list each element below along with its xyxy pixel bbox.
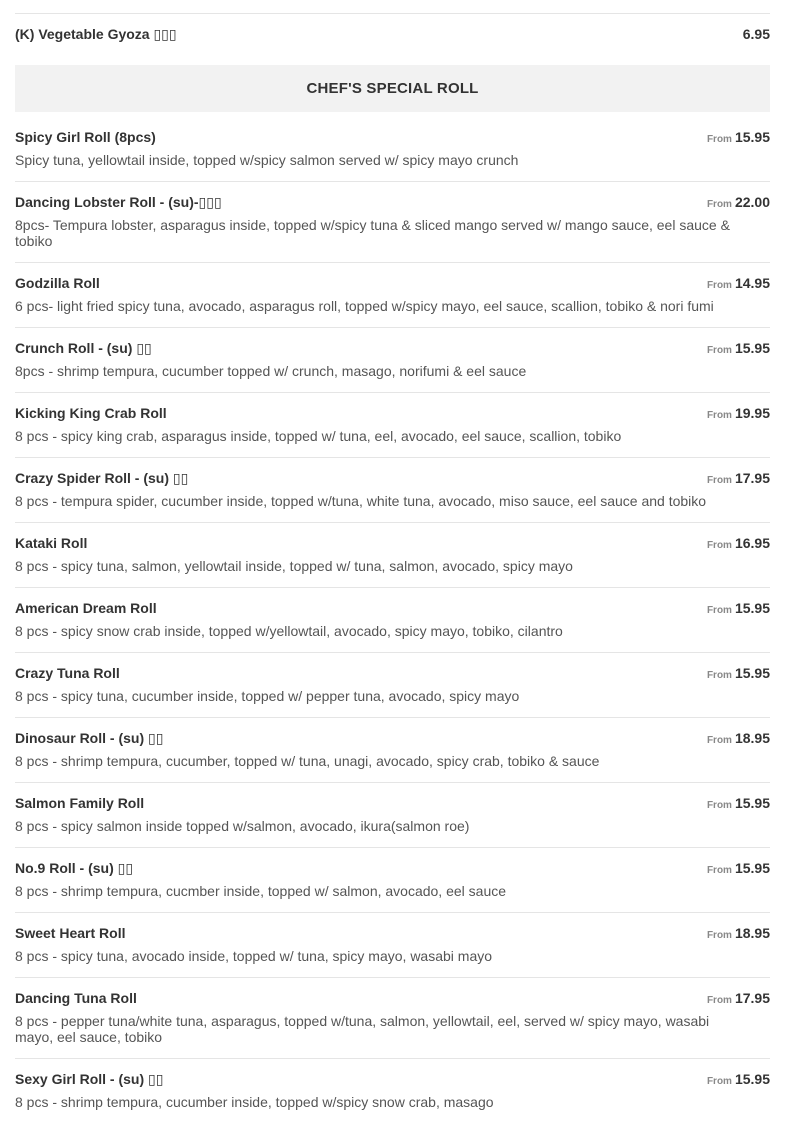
price-prefix: From xyxy=(706,995,732,1006)
item-price: 16.95 xyxy=(734,535,770,551)
item-description: 8pcs - shrimp tempura, cucumber topped w/ crunch, masago, norifumi & eel sauce xyxy=(15,363,527,379)
menu-item[interactable] xyxy=(15,275,770,328)
item-price: 17.95 xyxy=(734,470,770,486)
price-prefix: From xyxy=(706,199,732,210)
item-description: 8 pcs - spicy salmon inside topped w/salmon, avocado, ikura(salmon roe) xyxy=(15,818,470,834)
price-box xyxy=(707,600,770,619)
item-header-row xyxy=(15,990,770,1006)
item-price: 6.95 xyxy=(742,26,770,42)
section-title: CHEF'S SPECIAL ROLL xyxy=(306,80,479,97)
menu-item[interactable] xyxy=(15,730,770,783)
item-description: 8 pcs - shrimp tempura, cucmber inside, topped w/ salmon, avocado, eel sauce xyxy=(15,883,507,899)
price-box xyxy=(707,860,770,879)
item-header-row xyxy=(15,665,770,681)
item-price: 15.95 xyxy=(734,600,770,616)
item-price: 15.95 xyxy=(734,1071,770,1087)
item-name: Kataki Roll xyxy=(15,535,88,551)
price-prefix: From xyxy=(706,475,732,486)
item-name: Sexy Girl Roll - (su) ▯▯ xyxy=(15,1071,164,1087)
price-box xyxy=(707,405,770,424)
price-box xyxy=(707,129,770,148)
item-price: 19.95 xyxy=(734,405,770,421)
item-name: Crazy Spider Roll - (su) ▯▯ xyxy=(15,470,189,486)
item-description: 8 pcs - shrimp tempura, cucumber inside, topped w/spicy snow crab, masago xyxy=(15,1094,494,1110)
item-header-row xyxy=(15,925,770,941)
item-description: Spicy tuna, yellowtail inside, topped w/spicy salmon served w/ spicy mayo crunch xyxy=(15,152,519,168)
item-price: 15.95 xyxy=(734,340,770,356)
item-header-row xyxy=(15,535,770,551)
item-header-row xyxy=(15,795,770,811)
item-name: Spicy Girl Roll (8pcs) xyxy=(15,129,156,145)
item-price: 14.95 xyxy=(734,275,770,291)
menu-item[interactable] xyxy=(15,1071,770,1123)
item-description: 8 pcs - spicy tuna, avocado inside, topped w/ tuna, spicy mayo, wasabi mayo xyxy=(15,948,493,964)
item-header-row xyxy=(15,470,770,486)
price-box xyxy=(707,470,770,489)
item-header-row xyxy=(15,860,770,876)
item-header-row xyxy=(15,275,770,291)
menu-item[interactable] xyxy=(15,340,770,393)
item-header-row xyxy=(15,730,770,746)
item-name: Dancing Tuna Roll xyxy=(15,990,137,1006)
price-prefix: From xyxy=(706,670,732,681)
price-prefix: From xyxy=(706,1076,732,1087)
item-name: Crazy Tuna Roll xyxy=(15,665,120,681)
price-box xyxy=(707,1071,770,1090)
item-name: Kicking King Crab Roll xyxy=(15,405,167,421)
menu-item-vegetable-gyoza[interactable] xyxy=(15,26,770,44)
item-description: 8 pcs - shrimp tempura, cucumber, topped w/ tuna, unagi, avocado, spicy crab, tobiko & sauce xyxy=(15,753,600,769)
item-price: 18.95 xyxy=(734,730,770,746)
price-prefix: From xyxy=(706,345,732,356)
item-header-row xyxy=(15,129,770,145)
item-price: 15.95 xyxy=(734,860,770,876)
price-prefix: From xyxy=(706,930,732,941)
item-description: 8 pcs - tempura spider, cucumber inside, topped w/tuna, white tuna, avocado, miso sauce, eel sauce and tobiko xyxy=(15,493,707,509)
price-prefix: From xyxy=(706,800,732,811)
price-box xyxy=(707,340,770,359)
item-name: Dancing Lobster Roll - (su)-▯▯▯ xyxy=(15,194,222,210)
menu-item[interactable] xyxy=(15,925,770,978)
section-header xyxy=(15,65,770,112)
item-name: Crunch Roll - (su) ▯▯ xyxy=(15,340,152,356)
price-box xyxy=(707,925,770,944)
item-description: 6 pcs- light fried spicy tuna, avocado, asparagus roll, topped w/spicy mayo, eel sauce, scallion, tobiko & nori fumi xyxy=(15,298,714,314)
price-prefix: From xyxy=(706,865,732,876)
divider xyxy=(15,13,770,14)
item-description: 8 pcs - spicy snow crab inside, topped w/yellowtail, avocado, spicy mayo, tobiko, cilantro xyxy=(15,623,563,639)
menu-item[interactable] xyxy=(15,129,770,182)
price-box xyxy=(707,665,770,684)
price-prefix: From xyxy=(706,280,732,291)
price-box xyxy=(707,990,770,1009)
item-name: No.9 Roll - (su) ▯▯ xyxy=(15,860,134,876)
item-description: 8 pcs - pepper tuna/white tuna, asparagus, topped w/tuna, salmon, yellowtail, eel, served w/ spicy mayo, wasabi mayo, eel sauce, tobiko xyxy=(15,1013,710,1045)
menu-item[interactable] xyxy=(15,535,770,588)
item-description: 8pcs- Tempura lobster, asparagus inside, topped w/spicy tuna & sliced mango served w/ mango sauce, eel sauce & tobiko xyxy=(15,217,730,249)
item-price: 15.95 xyxy=(734,665,770,681)
item-name: Salmon Family Roll xyxy=(15,795,145,811)
price-prefix: From xyxy=(706,605,732,616)
item-name: Sweet Heart Roll xyxy=(15,925,126,941)
item-name: American Dream Roll xyxy=(15,600,157,616)
item-header-row xyxy=(15,194,770,210)
menu-item[interactable] xyxy=(15,795,770,848)
item-price: 18.95 xyxy=(734,925,770,941)
menu-item[interactable] xyxy=(15,405,770,458)
price-box xyxy=(707,275,770,294)
item-header-row xyxy=(15,405,770,421)
menu-list xyxy=(15,129,770,1135)
item-header-row xyxy=(15,1071,770,1087)
item-price: 15.95 xyxy=(734,795,770,811)
menu-item[interactable] xyxy=(15,665,770,718)
price-prefix: From xyxy=(706,735,732,746)
item-description: 8 pcs - spicy tuna, salmon, yellowtail inside, topped w/ tuna, salmon, avocado, spicy mayo xyxy=(15,558,573,574)
price-box xyxy=(707,535,770,554)
item-price: 15.95 xyxy=(734,129,770,145)
price-prefix: From xyxy=(706,540,732,551)
item-name: (K) Vegetable Gyoza ▯▯▯ xyxy=(15,26,177,42)
price-prefix: From xyxy=(706,134,732,145)
item-description: 8 pcs - spicy tuna, cucumber inside, topped w/ pepper tuna, avocado, spicy mayo xyxy=(15,688,520,704)
menu-item[interactable] xyxy=(15,600,770,653)
menu-item[interactable] xyxy=(15,860,770,913)
item-price: 17.95 xyxy=(734,990,770,1006)
item-name: Dinosaur Roll - (su) ▯▯ xyxy=(15,730,164,746)
item-price: 22.00 xyxy=(734,194,770,210)
menu-item[interactable] xyxy=(15,470,770,523)
menu-item[interactable] xyxy=(15,194,770,263)
item-description: 8 pcs - spicy king crab, asparagus inside, topped w/ tuna, eel, avocado, eel sauce, scallion, tobiko xyxy=(15,428,622,444)
item-header-row xyxy=(15,340,770,356)
item-name: Godzilla Roll xyxy=(15,275,100,291)
price-box xyxy=(707,194,770,213)
item-header-row xyxy=(15,600,770,616)
price-box xyxy=(707,795,770,814)
price-box xyxy=(707,730,770,749)
menu-item[interactable] xyxy=(15,990,770,1059)
price-prefix: From xyxy=(706,410,732,421)
